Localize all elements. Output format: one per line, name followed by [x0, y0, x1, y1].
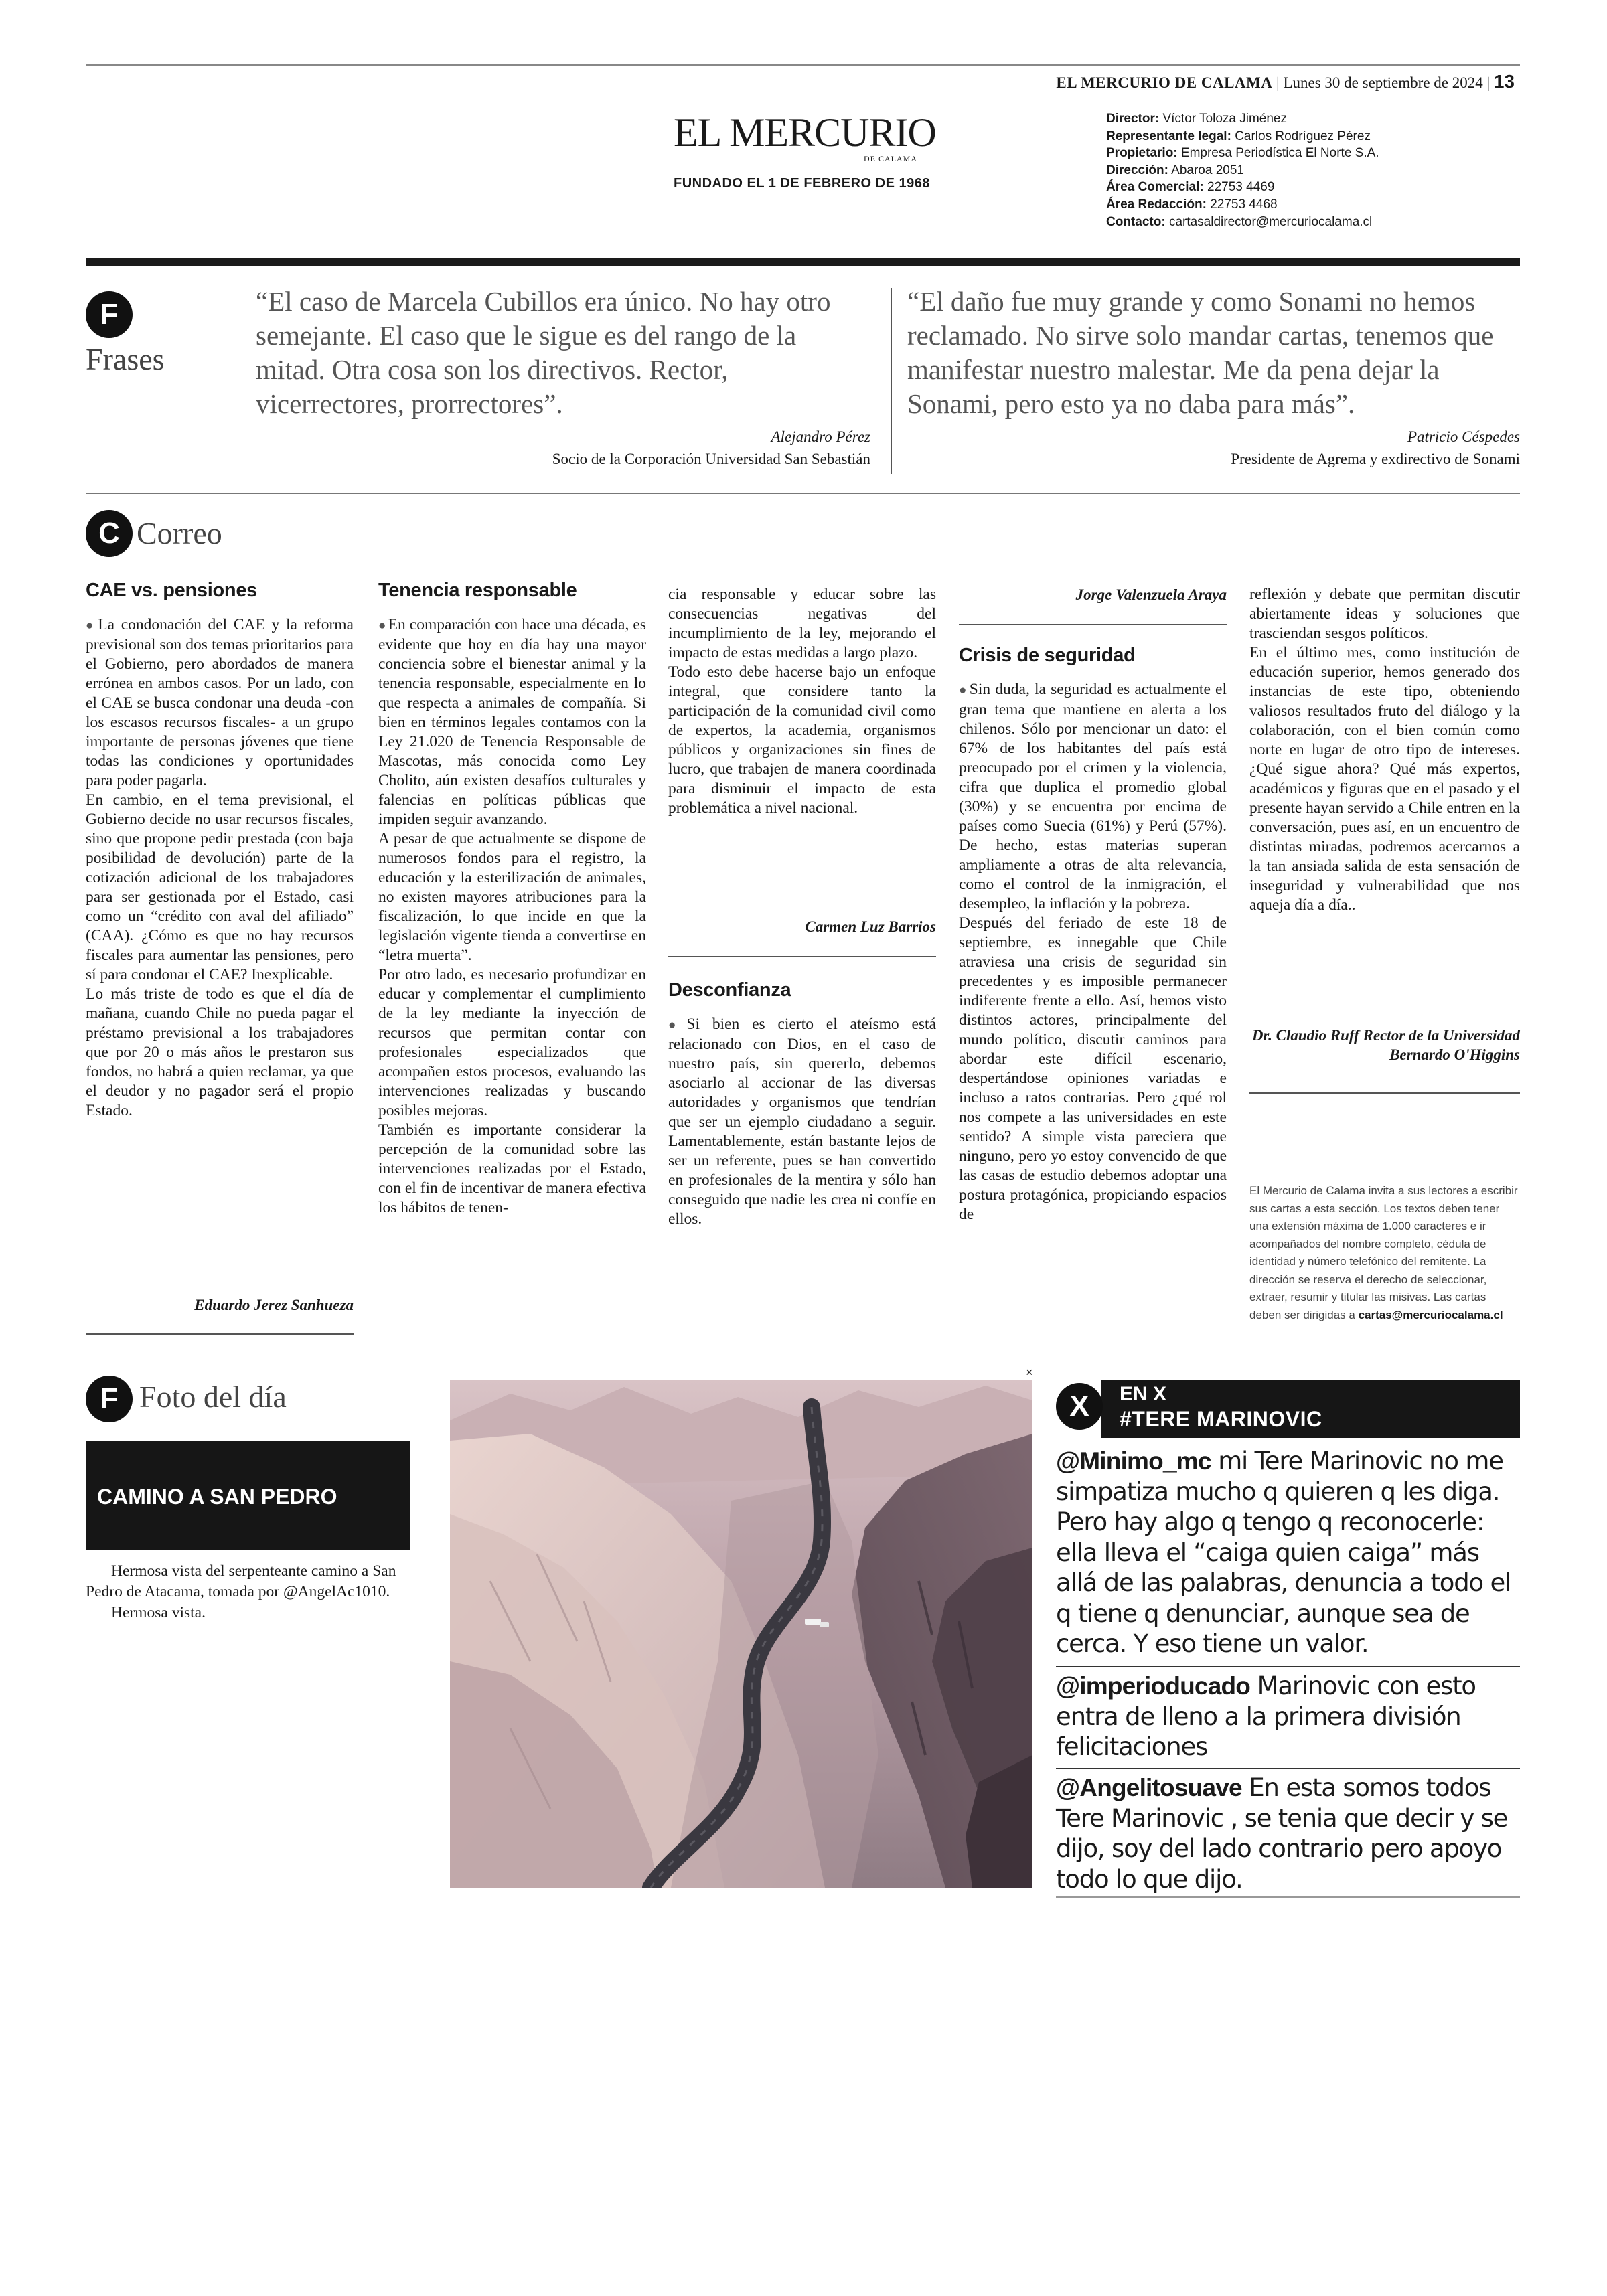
- quote-divider: [891, 288, 892, 474]
- letter-signature: Dr. Claudio Ruff Rector de la Universidad Bernardo O'Higgins: [1251, 1027, 1520, 1063]
- letter-paragraph: Por otro lado, es necesario profundizar en educar y complementar el cumplimiento de la ley mediante la inyección de recursos que permitan contar con profesionales especializados que acompañen estos procesos, evaluando las intervenciones realizadas y buscando posibles mejoras.: [378, 966, 646, 1119]
- foto-label: Foto del día: [139, 1380, 287, 1414]
- tweet-handle[interactable]: @Angelitosuave: [1056, 1774, 1242, 1801]
- frases-top-rule: [86, 258, 1520, 266]
- signature-rule: [86, 1333, 354, 1335]
- tweet-text: Marinovic con esto entra de lleno a la primera división felicitaciones: [1056, 1671, 1476, 1761]
- letter-headline: CAE vs. pensiones: [86, 580, 257, 601]
- x-logo-icon: X: [1056, 1383, 1103, 1430]
- photo-caption-text: Hermosa vista del serpenteante camino a San Pedro de Atacama, tomada por @AngelAc1010.: [86, 1562, 396, 1601]
- letter-paragraph: En cambio, en el tema previsional, el Gobierno decide no usar recursos fiscales, sino que propone pedir prestada (con baja posibilidad de devolución) parte de la cotización adicional de los trabajadores para ser gestionada por el Estado, casi como un “crédito con aval del afiliado” (CAA). ¿Cómo es que no hay recursos fiscales para aumentar las pensiones, pero sí para condonar el CAE? Inexplicable.: [86, 791, 354, 983]
- letter-paragraph: También es importante considerar la percepción de la comunidad sobre las intervenciones realizadas por el Estado, con el fin de incentivar de manera efectiva los hábitos de tenen-: [378, 1121, 646, 1216]
- letter-paragraph: Lo más triste de todo es que el día de mañana, cuando Chile no pueda pagar el préstamo previsional a los trabajadores que por 20 o más años le prestaron sus fondos, no habrá a quien reclamar, ya que el deudor y no pagador será el propio Estado.: [86, 985, 354, 1119]
- frases-badge-icon: F: [86, 291, 133, 338]
- photo-caption: [86, 1561, 410, 1623]
- tweet-handle[interactable]: @Minimo_mc: [1056, 1447, 1211, 1475]
- letter-tenencia-cont: [668, 585, 936, 818]
- letter-signature: Carmen Luz Barrios: [805, 918, 936, 935]
- letter-desconfianza: [668, 981, 936, 1229]
- letter-headline: Desconfianza: [668, 979, 791, 1001]
- quote-text-1: “El caso de Marcela Cubillos era único. No hay otro semejante. El caso que le sigue es del rango de la mitad. Otra cosa son los directivos. Rector, vicerrectores, prorrectores”.: [256, 286, 831, 419]
- letter-tenencia: [378, 581, 646, 1218]
- page-number: 13: [1493, 71, 1515, 92]
- foto-badge-icon: F: [86, 1376, 133, 1422]
- signature-rule: [668, 956, 936, 957]
- letter-paragraph: En el último mes, como institución de educación superior, hemos generado dos instancias de este tipo, obteniendo valiosos resultados fruto del diálogo y la colaboración, con el bien común como norte en lugar de otro tipo de intereses. ¿Qué sigue ahora? Qué más expertos, académicos y figuras que en el pasado y el presente hayan servido a Chile entren en la conversación, pues así, en un encuentro de distintas miradas, podremos acercarnos a la tan ansiada salida de esta sensación de inseguridad y vulnerabilidad que nos aqueja día a día..: [1249, 644, 1520, 914]
- staff-row: Área Comercial: 22753 4469: [1106, 180, 1275, 195]
- letters-email[interactable]: cartas@mercuriocalama.cl: [1358, 1308, 1503, 1321]
- staff-row: Contacto: cartasaldirector@mercuriocalama.cl: [1106, 214, 1373, 229]
- letter-headline: Crisis de seguridad: [959, 645, 1136, 666]
- tweet-divider: [1056, 1896, 1520, 1898]
- quote-role-2: Presidente de Agrema y exdirectivo de Sonami: [1231, 450, 1520, 467]
- staff-row: Dirección: Abaroa 2051: [1106, 163, 1244, 177]
- newspaper-logo-sub: DE CALAMA: [864, 154, 917, 163]
- staff-row: Director: Víctor Toloza Jiménez: [1106, 112, 1287, 126]
- staff-row: Propietario: Empresa Periodística El Norte S.A.: [1106, 146, 1379, 161]
- letter-seguridad: [959, 646, 1227, 1224]
- separator: |: [1486, 74, 1494, 91]
- founded-line: FUNDADO EL 1 DE FEBRERO DE 1968: [674, 176, 930, 191]
- publication-date: Lunes 30 de septiembre de 2024: [1283, 74, 1483, 91]
- letter-signature: Eduardo Jerez Sanhueza: [194, 1297, 354, 1313]
- letter-headline: Tenencia responsable: [378, 580, 577, 601]
- tweet-handle[interactable]: @imperioducado: [1056, 1672, 1251, 1700]
- newspaper-logo: EL MERCURIO: [674, 110, 936, 155]
- tweet-text: mi Tere Marinovic no me simpatiza mucho q quieren q les diga. Pero hay algo q tengo q reconocerle: ella lleva el “caiga quien caiga” más allá de las palabras, denuncia a todo el q tiene q denunciar, aunque sea de cerca. Y eso tiene un valor.: [1056, 1447, 1511, 1658]
- x-section-title: EN X: [1120, 1383, 1167, 1405]
- photo-title: CAMINO A SAN PEDRO: [97, 1485, 337, 1509]
- letters-invitation-note: El Mercurio de Calama invita a sus lectores a escribir sus cartas a esta sección. Los textos deben tener una extensión máxima de 1.000 caracteres e ir acompañados del nombre completo, cédula de identidad y número telefónico del remitente. La dirección se reserva el derecho de seleccionar, extraer, resumir y titular las misivas. Las cartas deben ser dirigidas a cartas@mercuriocalama.cl: [1249, 1184, 1518, 1321]
- letter-paragraph: ● En comparación con hace una década, es evidente que hoy en día hay una mayor conciencia sobre el bienestar animal y la tenencia responsable, especialmente en lo que respecta a animales de compañía. Si bien en términos legales contamos con la Ley 21.020 de Tenencia Responsable de Mascotas, más conocida como Ley Cholito, aún existen desafíos culturales y falencias en políticas públicas que impiden seguir avanzando.: [378, 615, 646, 829]
- staff-row: Representante legal: Carlos Rodríguez Pérez: [1106, 129, 1371, 143]
- publication-line: [1056, 71, 1515, 92]
- letter-paragraph: Todo esto debe hacerse bajo un enfoque integral, que considere tanto la participación de la comunidad civil como de expertos, la academia, organismos públicos y organizaciones sin fines de lucro, que trabajen de manera coordinada para disminuir el impacto de esta problemática a nivel nacional.: [668, 663, 936, 817]
- frases-bottom-rule: [86, 493, 1520, 494]
- tweet-2: [1056, 1671, 1525, 1762]
- staff-row: Área Redacción: 22753 4468: [1106, 197, 1278, 212]
- tweet-divider: [1056, 1768, 1520, 1769]
- desert-road-illustration: [450, 1380, 1032, 1888]
- quote-role-1: Socio de la Corporación Universidad San Sebastián: [552, 450, 870, 467]
- quote-author-2: Patricio Céspedes: [1407, 428, 1520, 445]
- staff-box: [1106, 110, 1379, 230]
- tweet-divider: [1056, 1666, 1520, 1667]
- tweet-3: [1056, 1773, 1525, 1894]
- signature-rule: [1249, 1092, 1520, 1094]
- letter-paragraph: cia responsable y educar sobre las consecuencias negativas del incumplimiento de la ley, mejorando el impacto de estas medidas a largo plazo.: [668, 586, 936, 661]
- letter-seguridad-cont: [1249, 585, 1520, 915]
- photo-image: [450, 1380, 1032, 1888]
- correo-label: Correo: [137, 516, 222, 550]
- quote-text-2: “El daño fue muy grande y como Sonami no hemos reclamado. No sirve solo mandar cartas, tenemos que manifestar nuestro malestar. Me da pena dejar la Sonami, pero esto ya no daba para más”.: [907, 286, 1494, 419]
- x-section-hashtag: #TERE MARINOVIC: [1120, 1407, 1322, 1431]
- letter-paragraph: reflexión y debate que permitan discutir abiertamente ideas y soluciones que trasciendan sesgos políticos.: [1249, 586, 1520, 642]
- quote-author-1: Alejandro Pérez: [771, 428, 870, 445]
- top-rule: [86, 64, 1520, 66]
- signature-rule: [959, 624, 1227, 625]
- separator: |: [1276, 74, 1284, 91]
- letter-paragraph: ● Si bien es cierto el ateísmo está relacionado con Dios, en el caso de nuestro país, sin quererlo, debemos asociarlo al accionar de las diversas autoridades y organismos que tendrían que ser un ejemplo ciudadano a seguir. Lamentablemente, están bastante lejos de ser un referente, pues se han convertido en profesionales de la mentira y sólo han conseguido que nadie les crea ni confíe en ellos.: [668, 1015, 936, 1229]
- letter-cae: [86, 581, 354, 1121]
- publication-name: EL MERCURIO DE CALAMA: [1056, 74, 1273, 91]
- photo-corner-mark: ×: [1026, 1366, 1033, 1379]
- tweet-1: [1056, 1446, 1525, 1659]
- correo-badge-icon: C: [86, 510, 133, 557]
- tweet-text: En esta somos todos Tere Marinovic , se tenia que decir y se dijo, soy del lado contrario pero apoyo todo lo que dijo.: [1056, 1773, 1508, 1894]
- letter-paragraph: Después del feriado de este 18 de septiembre, es innegable que Chile atraviesa una crisis de seguridad sin precedentes y es imposible permanecer indiferente frente a ello. Así, hemos visto distintos actores, principalmente del mundo político, discutir caminos para abordar este difícil escenario, despertándose opiniones variadas e incluso a ratos contrarias. Pero ¿qué rol nos compete a las universidades en este sentido? A simple vista pareciera que ninguno, pero yo estoy convencido de que las casas de estudio debemos adoptar una postura protagónica, propiciando espacios de: [959, 914, 1227, 1223]
- frases-label: Frases: [86, 342, 165, 376]
- letter-paragraph: ● Sin duda, la seguridad es actualmente el gran tema que mantiene en alerta a los chilenos. Sólo por mencionar un dato: el 67% de los habitantes del país está preocupado por el crimen y la violencia, cifra que duplica el promedio global (30%) y se encuentra por encima de países como Suecia (61%) y Perú (57%). De hecho, estas materias superan ampliamente a otras de alta relevancia, como el control de la inmigración, el desempleo, la inflación y la pobreza.: [959, 680, 1227, 914]
- letter-signature: Jorge Valenzuela Araya: [1075, 586, 1227, 603]
- letter-paragraph: ● La condonación del CAE y la reforma previsional son dos temas prioritarios para el Gobierno, pero abordados de manera errónea en ambos casos. Por un lado, con el CAE se busca condonar una deuda -con los escasos recursos fiscales- a un grupo importante de personas jóvenes que tiene todas las condiciones y oportunidades para poder pagarla.: [86, 615, 354, 791]
- photo-caption-text-2: Hermosa vista.: [111, 1604, 206, 1621]
- letter-paragraph: A pesar de que actualmente se dispone de numerosos fondos para el registro, la educación y la esterilización de animales, no existen mayores atribuciones para la fiscalización, lo que incide en que la legislación vigente tienda a convertirse en “letra muerta”.: [378, 830, 646, 964]
